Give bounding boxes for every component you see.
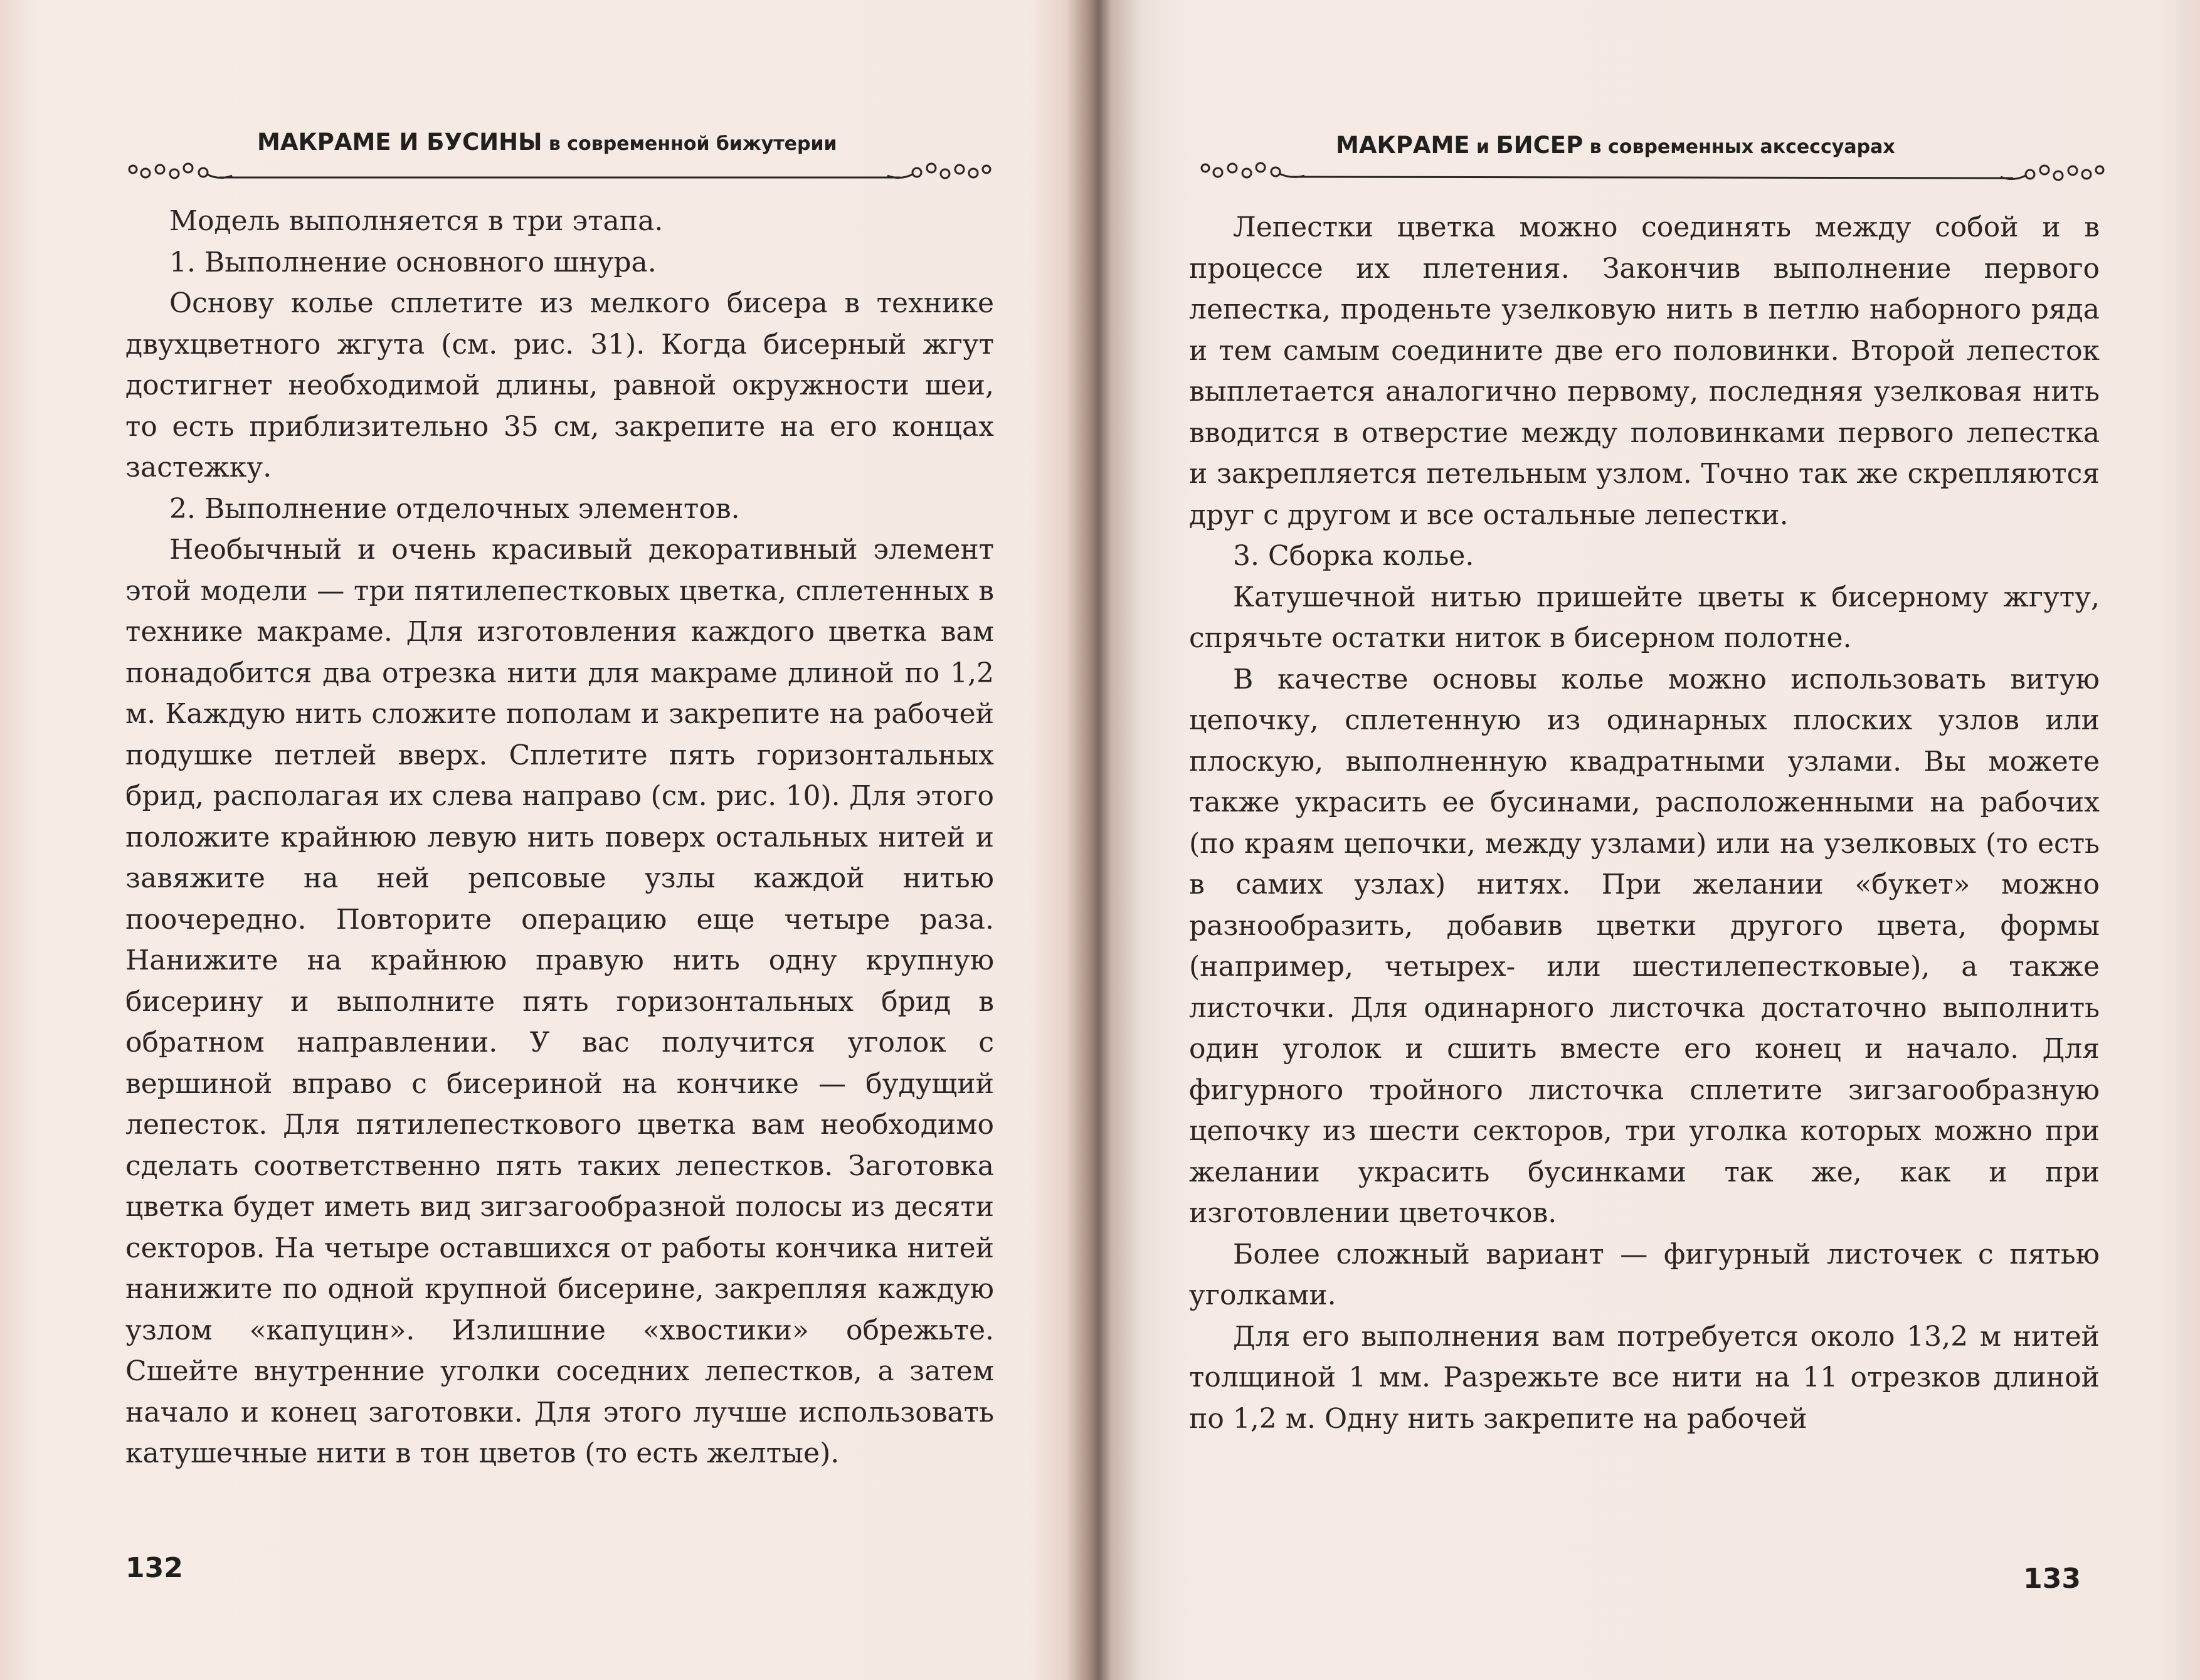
running-head: [257, 129, 837, 156]
running-head-main: МАКРАМЕ: [1336, 132, 1470, 159]
body-text: [125, 201, 994, 1474]
paragraph: 2. Выполнение отделочных элементов.: [169, 492, 740, 525]
running-head-main-2: БИСЕР: [1496, 132, 1584, 159]
page-number: 133: [2023, 1563, 2081, 1595]
paragraph: Для его выполнения вам потребуется около 13,2 м нитей толщиной 1 мм. Разрежьте все нити на 11 отрезков длиной по 1,2 м. Одну нить закрепите на рабочей: [1189, 1320, 2100, 1435]
running-head-rest: в современной бижутерии: [542, 133, 837, 155]
flourish-ornament-icon: [125, 157, 994, 188]
body-text: [1189, 207, 2100, 1439]
paragraph: Более сложный вариант — фигурный листочек с пятью уголками.: [1189, 1238, 2100, 1311]
paragraph: Необычный и очень красивый декоративный элемент этой модели — три пятилепестковых цветка, сплетенных в технике макраме. Для изготовления каждого цветка вам понадобится два отрезка нити для макраме длиной по 1,2 м. Каждую нить сложите пополам и закрепите на рабочей подушке петлей вверх. Сплетите пять горизонтальных брид, располагая их слева направо (см. рис. 10). Для этого положите крайнюю левую нить поверх остальных нитей и завяжите на ней репсовые узлы каждой нитью поочередно. Повторите операцию еще четыре раза. Нанижите на крайнюю правую нить одну крупную бисерину и выполните пять горизонтальных брид в обратном направлении. У вас получится уголок с вершиной вправо с бисериной на кончике — будущий лепесток. Для пятилепесткового цветка вам необходимо сделать соответственно пять таких лепестков. Заготовка цветка будет иметь вид зигзагообразной полосы из десяти секторов. На четыре оставшихся от работы кончика нитей нанижите по одной крупной бисерине, закрепляя каждую узлом «капуцин». Излишние «хвостики» обрежьте. Сшейте внутренние уголки соседних лепестков, а затем начало и конец заготовки. Для этого лучше использовать катушечные нити в тон цветов (то есть желтые).: [125, 534, 994, 1469]
paragraph: Катушечной нитью пришейте цветы к бисерному жгуту, спрячьте остатки ниток в бисерном полотне.: [1189, 581, 2100, 654]
paragraph: В качестве основы колье можно использовать витую цепочку, сплетенную из одинарных плоских узлов или плоскую, выполненную квадратными узлами. Вы можете также украсить ее бусинами, расположенными на рабочих (по краям цепочки, между узлами) или на узелковых (то есть в самих узлах) нитях. При желании «букет» можно разнообразить, добавив цветки другого цвета, формы (например, четырех- или шестилепестковые), а также листочки. Для одинарного листочка достаточно выполнить один уголок и сшить вместе его конец и начало. Для фигурного тройного листочка сплетите зигзагообразную цепочку из шести секторов, три уголка которых можно при желании украсить бусинками так же, как и при изготовлении цветочков.: [1189, 663, 2100, 1229]
running-head-connector: и: [1469, 136, 1496, 158]
right-page: [1104, 0, 2200, 1680]
paragraph: 3. Сборка колье.: [1233, 540, 1474, 572]
running-head-main: МАКРАМЕ И БУСИНЫ: [257, 129, 542, 156]
running-head: [1336, 132, 1895, 159]
paragraph: Модель выполняется в три этапа.: [169, 205, 664, 237]
flourish-ornament-icon: [1198, 157, 2107, 188]
paragraph: Лепестки цветка можно соединять между собой и в процессе их плетения. Закончив выполнение первого лепестка, проденьте узелковую нить в петлю наборного ряда и тем самым соедините две его половинки. Второй лепесток выплетается аналогично первому, последняя узелковая нить вводится в отверстие между половинками первого лепестка и закрепляется петельным узлом. Точно так же скрепляются друг с другом и все остальные лепестки.: [1189, 211, 2100, 531]
paragraph: 1. Выполнение основного шнура.: [169, 246, 657, 278]
page-number: 132: [125, 1552, 183, 1584]
left-page: [0, 0, 1091, 1680]
paragraph: Основу колье сплетите из мелкого бисера в технике двухцветного жгута (см. рис. 31). Когда бисерный жгут достигнет необходимой длины, равной окружности шеи, то есть приблизительно 35 см, закрепите на его концах застежку.: [125, 287, 994, 483]
running-head-rest: в современных аксессуарах: [1583, 136, 1895, 158]
